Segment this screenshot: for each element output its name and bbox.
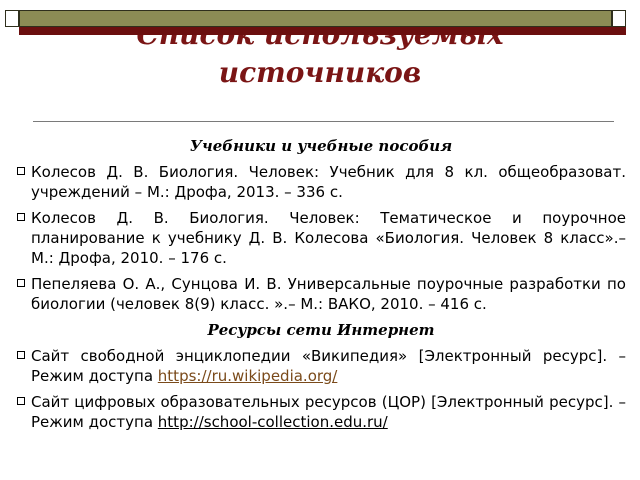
list-item-text: Сайт свободной энциклопедии «Википедия» [Электронный ресурс]. – Режим доступа [31,347,626,385]
wikipedia-link[interactable]: https://ru.wikipedia.org/ [157,367,338,385]
section-heading-internet: Ресурсы сети Интернет [207,321,435,339]
list-item-text: Сайт цифровых образовательных ресурсов (ЦОР) [Электронный ресурс]. – Режим доступа [31,393,626,431]
list-item [16,392,626,432]
square-bullet-icon [17,279,25,287]
square-bullet-icon [17,213,25,221]
list-item [16,208,626,268]
title-divider [33,121,614,122]
slide-title-line-2: источников [218,56,422,89]
header-square-right-dark-overlay [612,27,626,35]
list-item [16,346,626,386]
list-item [16,274,626,314]
list-item-text: Пепеляева О. А., Сунцова И. В. Универсальные поурочные разработки по биологии (человек 8(9) класс. ».– М.: ВАКО, 2010. – 416 с. [31,275,626,313]
list-item-text: Колесов Д. В. Биология. Человек: Учебник для 8 кл. общеобразоват. учреждений – М.: Дрофа, 2013. – 336 с. [31,163,626,201]
slide-content [16,136,626,438]
header-square-left [5,10,19,27]
header-bar-dark-overlay [19,27,612,35]
list-item [16,162,626,202]
header-bar-olive-overlay [19,10,612,27]
section-heading-textbooks: Учебники и учебные пособия [189,137,453,155]
square-bullet-icon [17,167,25,175]
list-item-text: Колесов Д. В. Биология. Человек: Тематическое и поурочное планирование к учебнику Д. В. Колесова «Биология. Человек 8 класс».– М.: Дрофа, 2010. – 176 с. [31,209,626,267]
school-collection-link[interactable]: http://school-collection.edu.ru/ [157,413,388,431]
square-bullet-icon [17,397,25,405]
header-square-right-overlay [612,10,626,27]
square-bullet-icon [17,351,25,359]
